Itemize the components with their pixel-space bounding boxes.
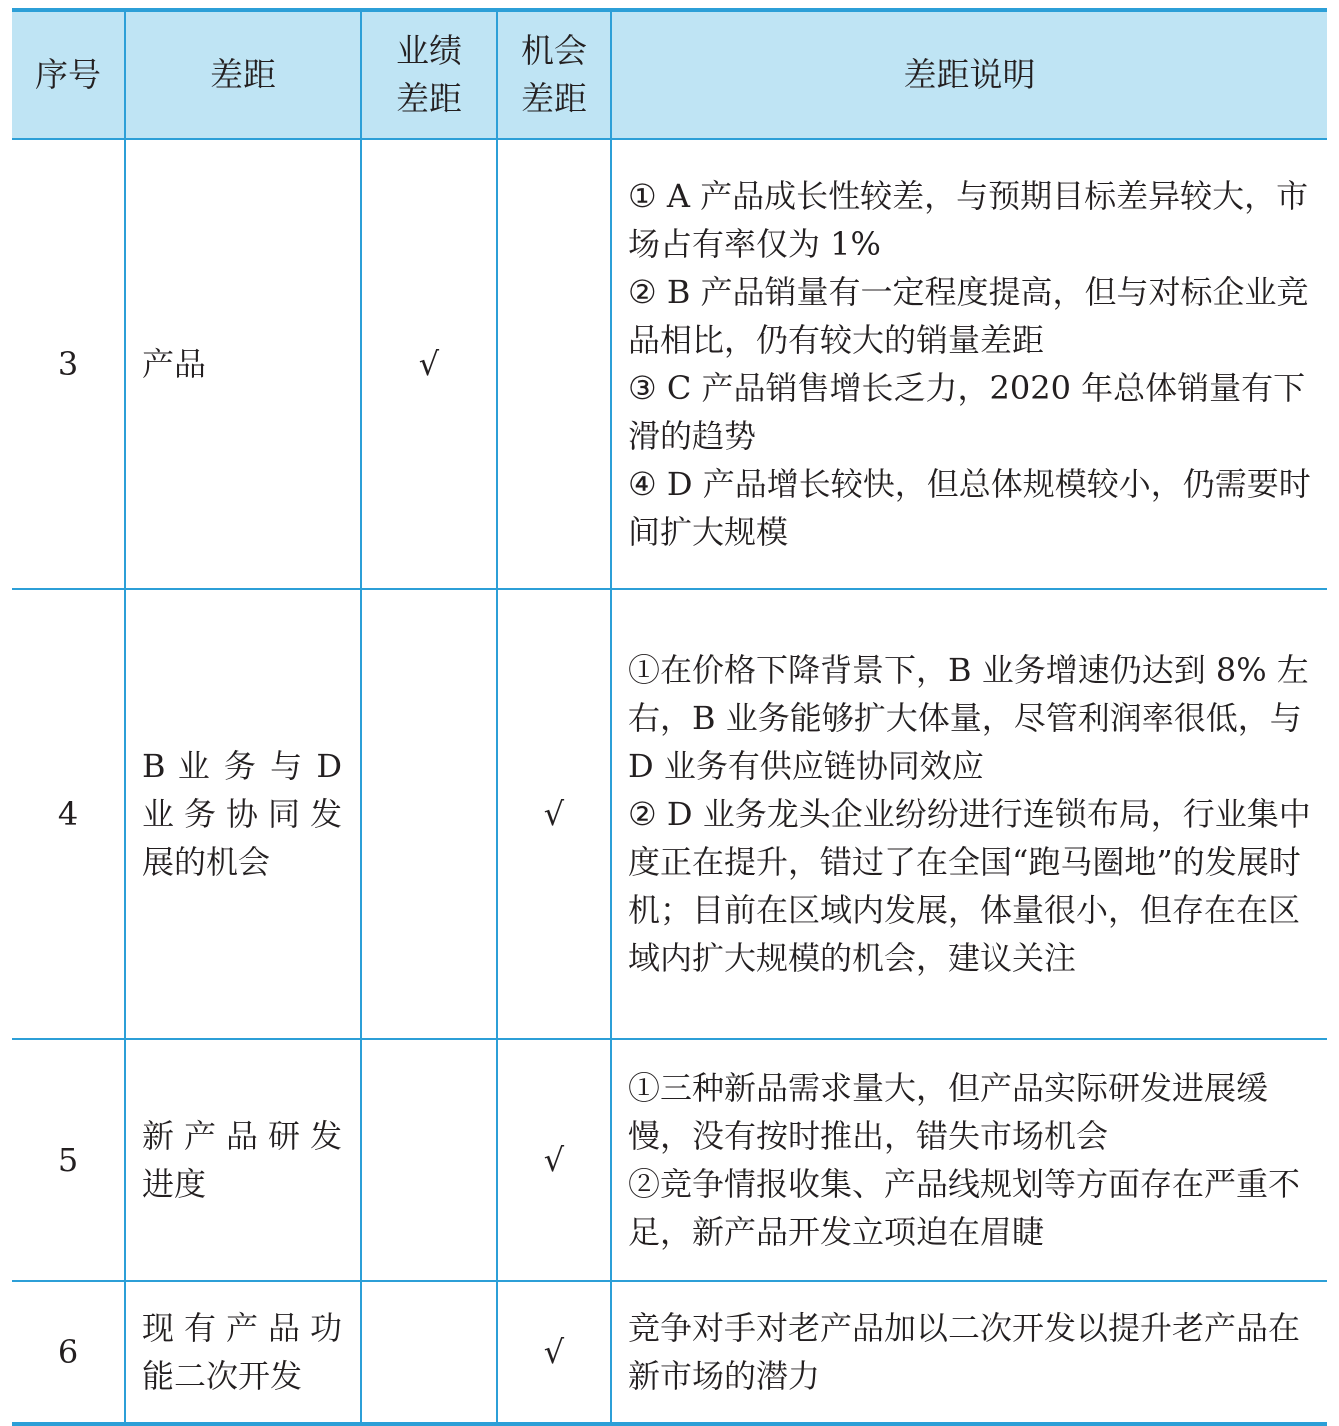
header-performance-gap-line2: 差距 [396, 79, 462, 118]
check-mark: √ [418, 345, 440, 383]
row-description [611, 1281, 1327, 1424]
description-item: ① A 产品成长性较差，与预期目标差异较大，市场占有率仅为 1% [628, 177, 1309, 263]
row-gap [125, 1281, 361, 1424]
row-gap-line: 业务协同发 [142, 795, 342, 833]
row-gap-line: 新产品研发 [142, 1117, 342, 1155]
header-description: 差距说明 [611, 10, 1327, 139]
table-body [12, 139, 1327, 1424]
check-mark: √ [543, 795, 565, 833]
description-item: ④ D 产品增长较快，但总体规模较小，仍需要时间扩大规模 [628, 465, 1311, 551]
gap-analysis-table [12, 8, 1327, 1426]
opportunity-check-cell [497, 1039, 611, 1281]
header-index: 序号 [35, 55, 101, 94]
header-opportunity-gap-line2: 差距 [521, 79, 587, 118]
table-row [12, 139, 1327, 589]
row-gap-line: 展的机会 [142, 843, 271, 881]
header-performance-gap [361, 10, 497, 139]
header-performance-gap-line1: 业绩 [396, 31, 462, 70]
row-gap [125, 1039, 361, 1281]
header-row [12, 10, 1327, 139]
row-description [611, 1039, 1327, 1281]
row-index: 3 [57, 345, 79, 383]
description-item: ② D 业务龙头企业纷纷进行连锁布局，行业集中度正在提升，错过了在全国“跑马圈地”的发展时机；目前在区域内发展，体量很小，但存在在区域内扩大规模的机会，建议关注 [628, 795, 1311, 977]
opportunity-check-cell [497, 1281, 611, 1424]
header-opportunity-gap [497, 10, 611, 139]
row-index: 4 [57, 795, 79, 833]
row-index: 6 [57, 1333, 79, 1371]
table-row [12, 589, 1327, 1039]
description-item: ③ C 产品销售增长乏力，2020 年总体销量有下滑的趋势 [628, 369, 1306, 455]
row-gap-line: 进度 [142, 1165, 207, 1203]
opportunity-check-cell [497, 589, 611, 1039]
description-item: ①在价格下降背景下，B 业务增速仍达到 8% 左右，B 业务能够扩大体量，尽管利润率很低，与 D 业务有供应链协同效应 [628, 651, 1309, 785]
row-gap [125, 139, 361, 589]
row-gap-line: 现有产品功 [142, 1309, 342, 1347]
row-gap-line: 产品 [142, 345, 207, 383]
table-row [12, 1039, 1327, 1281]
row-description [611, 139, 1327, 589]
row-gap-line: 能二次开发 [142, 1357, 303, 1395]
row-gap [125, 589, 361, 1039]
performance-check-cell [361, 589, 497, 1039]
row-gap-line: B 业 务 与 D [142, 747, 342, 785]
performance-check-cell [361, 139, 497, 589]
description-item: 竞争对手对老产品加以二次开发以提升老产品在新市场的潜力 [628, 1309, 1301, 1395]
header-gap: 差距 [125, 10, 361, 139]
description-item: ①三种新品需求量大，但产品实际研发进展缓慢，没有按时推出，错失市场机会 [628, 1069, 1269, 1155]
header-opportunity-gap-line1: 机会 [521, 31, 587, 70]
table-row [12, 1281, 1327, 1424]
description-item: ② B 产品销量有一定程度提高，但与对标企业竞品相比，仍有较大的销量差距 [628, 273, 1309, 359]
row-index: 5 [57, 1141, 79, 1179]
performance-check-cell [361, 1039, 497, 1281]
performance-check-cell [361, 1281, 497, 1424]
check-mark: √ [543, 1333, 565, 1371]
row-description [611, 589, 1327, 1039]
table-header [12, 10, 1327, 139]
check-mark: √ [543, 1141, 565, 1179]
opportunity-check-cell [497, 139, 611, 589]
description-item: ②竞争情报收集、产品线规划等方面存在严重不足，新产品开发立项迫在眉睫 [628, 1165, 1301, 1251]
